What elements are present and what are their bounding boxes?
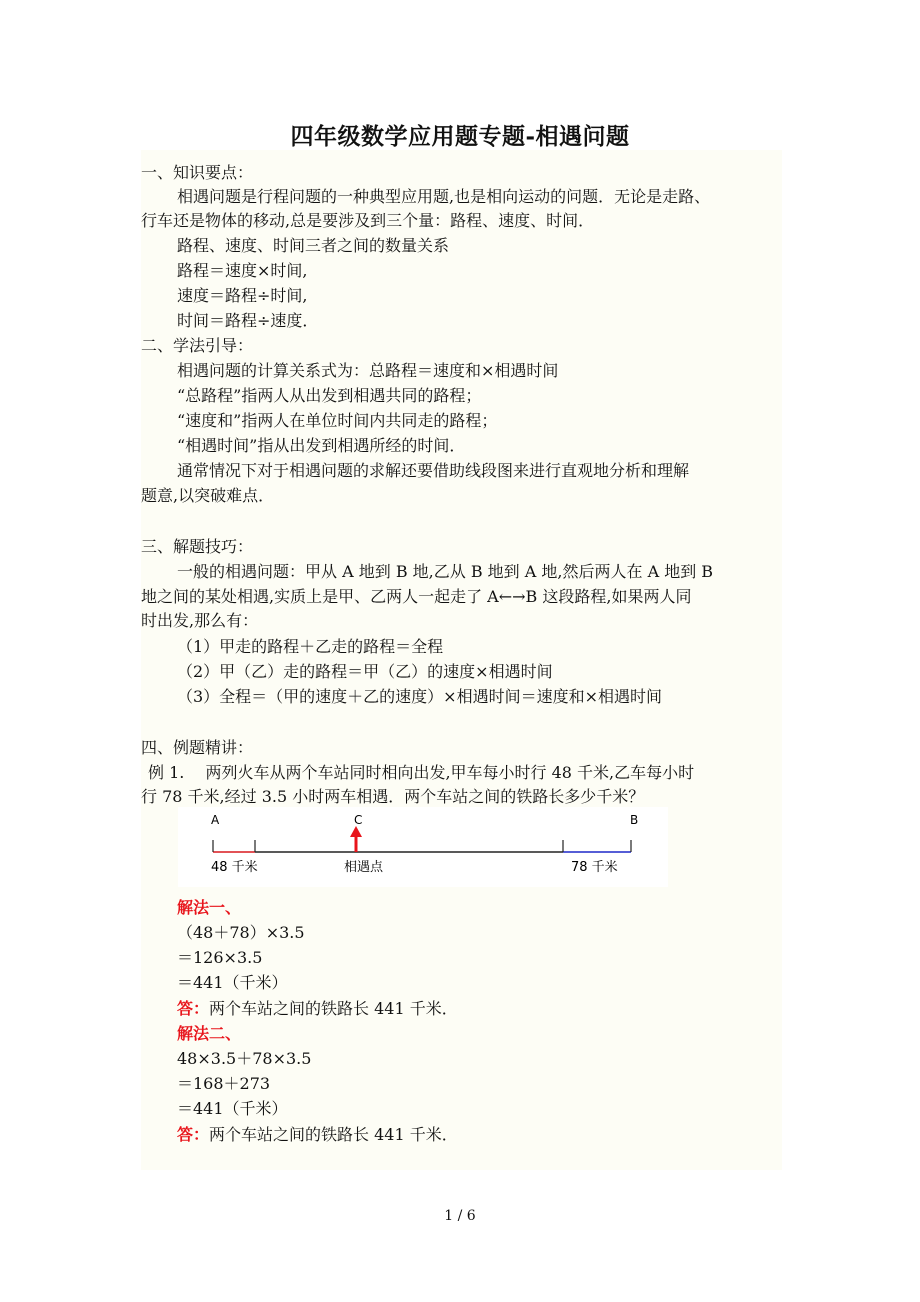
s1-paragraph-line-2: 行车还是物体的移动,总是要涉及到三个量：路程、速度、时间． (141, 211, 595, 230)
s1-paragraph-2: 路程、速度、时间三者之间的数量关系 (177, 236, 450, 255)
rule-3: （3）全程＝（甲的速度＋乙的速度）×相遇时间＝速度和×相遇时间 (177, 687, 662, 706)
s2-paragraph-line-2: 题意,以突破难点． (141, 486, 275, 505)
s3-paragraph-line-1: 一般的相遇问题：甲从 A 地到 B 地,乙从 B 地到 A 地,然后两人在 A 地到 B (177, 562, 714, 581)
right-distance-label: 78 千米 (571, 860, 618, 875)
solution-1-answer (177, 996, 458, 1021)
s3-paragraph-line-2: 地之间的某处相遇,实质上是甲、乙两人一起走了 A←→B 这段路程,如果两人同 (141, 587, 692, 606)
answer-label: 答： (177, 1125, 210, 1144)
s2-paragraph-line-1: 通常情况下对于相遇问题的求解还要借助线段图来进行直观地分析和理解 (177, 461, 690, 480)
page-number: 1 / 6 (444, 1208, 476, 1224)
s2-line-2: “总路程”指两人从出发到相遇共同的路程； (177, 386, 482, 405)
s2-line-1: 相遇问题的计算关系式为：总路程＝速度和×相遇时间 (177, 361, 559, 380)
solution-2-step-3: ＝441（千米） (177, 1099, 288, 1118)
formula-distance: 路程＝速度×时间, (177, 261, 308, 280)
point-b-label: B (630, 813, 639, 827)
rule-1: （1）甲走的路程＋乙走的路程＝全程 (177, 637, 444, 656)
solution-1-step-3: ＝441（千米） (177, 973, 288, 992)
solution-1-step-2: ＝126×3.5 (177, 948, 263, 967)
s1-paragraph-line-1: 相遇问题是行程问题的一种典型应用题,也是相向运动的问题．无论是走路、 (177, 187, 711, 206)
segment-diagram (178, 807, 668, 887)
point-c-label: C (354, 813, 363, 827)
answer-label: 答： (177, 999, 210, 1018)
s3-paragraph-line-3: 时出发,那么有： (141, 611, 259, 630)
example-1-line-1: 例 1. 两列火车从两个车站同时相向出发,甲车每小时行 48 千米,乙车每小时 (148, 763, 695, 782)
rule-2: （2）甲（乙）走的路程＝甲（乙）的速度×相遇时间 (177, 662, 553, 681)
solution-1-title: 解法一、 (177, 898, 242, 917)
answer-text: 两个车站之间的铁路长 441 千米． (209, 1125, 458, 1144)
solution-2-step-1: 48×3.5＋78×3.5 (177, 1049, 312, 1068)
solution-2-step-2: ＝168＋273 (177, 1074, 271, 1093)
section-2-heading: 二、学法引导： (141, 336, 254, 355)
solution-2-title: 解法二、 (177, 1024, 242, 1043)
s2-line-3: “速度和”指两人在单位时间内共同走的路程； (177, 411, 498, 430)
formula-time: 时间＝路程÷速度． (177, 311, 319, 330)
point-a-label: A (211, 813, 220, 827)
page-title: 四年级数学应用题专题-相遇问题 (290, 123, 630, 150)
s2-line-4: “相遇时间”指从出发到相遇所经的时间． (177, 436, 466, 455)
section-1-heading: 一、知识要点： (141, 163, 254, 182)
example-1-line-2: 行 78 千米,经过 3.5 小时两车相遇．两个车站之间的铁路长多少千米？ (141, 787, 645, 806)
answer-text: 两个车站之间的铁路长 441 千米． (209, 999, 458, 1018)
meeting-point-label: 相遇点 (344, 860, 384, 875)
solution-1-step-1: （48＋78）×3.5 (177, 923, 305, 942)
solution-2-answer (177, 1122, 458, 1147)
section-4-heading: 四、例题精讲： (141, 738, 254, 757)
diagram-background (178, 807, 668, 887)
section-3-heading: 三、解题技巧： (141, 537, 254, 556)
left-distance-label: 48 千米 (211, 860, 258, 875)
formula-speed: 速度＝路程÷时间, (177, 286, 308, 305)
